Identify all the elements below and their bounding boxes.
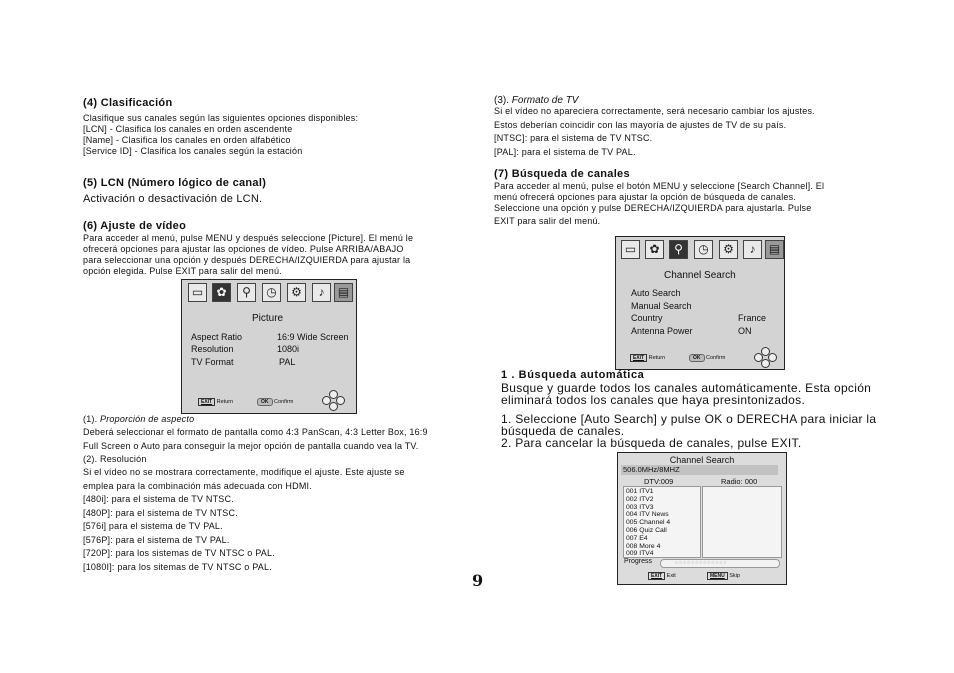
ok-key-icon: OK [257, 398, 273, 406]
menu-row-value: 16:9 Wide Screen [277, 332, 349, 342]
text-line: Si el vídeo no apareciera correctamente, será necesario cambiar los ajustes. [494, 106, 815, 116]
scan-title: Channel Search [669, 455, 735, 465]
list-item: 005 Channel 4 [626, 519, 671, 527]
section-7-body [494, 181, 824, 227]
text-line: Full Screen o Auto para conseguir la mejor opción de pantalla cuando vea la TV. [83, 440, 419, 451]
clock-icon: ◷ [262, 283, 281, 302]
channel-search-menu-screen [615, 236, 785, 370]
list-item: 004 ITV News [626, 511, 669, 519]
exit-key-icon: EXIT [630, 354, 647, 362]
text-line: ofrecerá opciones para ajustar las opciones de vídeo. Pulse ARRIBA/ABAJO [83, 244, 404, 254]
footer-label: Skip [729, 573, 740, 579]
menu-row-value: ON [738, 326, 752, 336]
sub-1-title [83, 413, 194, 427]
tv-icon: ▭ [621, 240, 640, 259]
game-icon: ♪ [743, 240, 762, 259]
footer-label: Confirm [274, 399, 294, 405]
text-line: 1. Seleccione [Auto Search] y pulse OK o DERECHA para iniciar la [501, 412, 877, 426]
text-line: [PAL]: para el sistema de TV PAL. [494, 146, 636, 157]
menu-icon-bar [616, 237, 784, 263]
list-item: 007 E4 [626, 534, 648, 542]
text-line: [576P]: para el sistema de TV PAL. [83, 534, 230, 545]
usb-icon: ▤ [765, 240, 784, 259]
text-line: Clasifique sus canales según las siguientes opciones disponibles: [83, 113, 359, 123]
text-line: Para acceder al menú, pulse el botón MENU y seleccione [Search Channel]. El [494, 181, 825, 191]
text-line: 2. Para cancelar la búsqueda de canales, pulse EXIT. [501, 436, 802, 450]
picture-menu-screen [181, 279, 357, 414]
sub-3-body [494, 105, 815, 159]
ok-key-icon: OK [689, 354, 705, 362]
exit-key-icon: EXIT [198, 398, 215, 406]
text-line: [576i] para el sistema de TV PAL. [83, 521, 223, 531]
sub-2-title: (2). Resolución [83, 454, 147, 464]
menu-row-label: Antenna Power [631, 326, 693, 336]
section-4-body [83, 113, 358, 157]
progress-label: Progress [624, 558, 653, 565]
scan-footer-exit [648, 572, 676, 580]
text-line: [720P]: para los sistemas de TV NTSC o PAL. [83, 548, 275, 558]
list-item: 002 ITV2 [626, 495, 654, 503]
film-reel-icon: ✿ [212, 283, 231, 302]
list-item: 006 Quiz Call [626, 526, 667, 534]
radio-count: Radio: 000 [721, 477, 758, 486]
usb-icon: ▤ [334, 283, 353, 302]
section-5-title: (5) LCN (Número lógico de canal) [83, 177, 267, 189]
menu-row-label: Aspect Ratio [191, 332, 243, 342]
sub-prefix: (1). [83, 414, 101, 424]
menu-row-label: Auto Search [631, 288, 681, 298]
gear-icon: ⚙ [287, 283, 306, 302]
dpad-icon [754, 347, 776, 367]
text-line: Estos deberían coincidir con las mayoría de ajustes de TV de su país. [494, 119, 787, 130]
text-line: [1080I]: para los sitemas de TV NTSC o PAL. [83, 561, 272, 572]
text-line: Si el vídeo no se mostrara correctamente, modifique el ajuste. Este ajuste se [83, 467, 405, 477]
sub-title: Proporción de aspecto [100, 414, 195, 424]
menu-title: Picture [252, 313, 284, 324]
text-line: Seleccione una opción y pulse DERECHA/IZQUIERDA para ajustarla. Pulse [494, 203, 812, 213]
sub-prefix: (3). [494, 95, 512, 106]
radio-channel-list [702, 486, 782, 558]
list-item: 003 ITV3 [626, 503, 654, 511]
exit-key-icon: EXIT [648, 572, 665, 580]
section-5-body: Activación o desactivación de LCN. [83, 193, 263, 205]
text-line: [Name] - Clasifica los canales en orden alfabético [83, 135, 291, 145]
section-4-title: (4) Clasificación [83, 97, 173, 109]
film-reel-icon: ✿ [645, 240, 664, 259]
text-line: emplea para la combinación más adecuada con HDMI. [83, 480, 312, 491]
sub-title: Formato de TV [511, 95, 579, 106]
clock-icon: ◷ [694, 240, 713, 259]
text-line: [LCN] - Clasifica los canales en orden ascendente [83, 124, 293, 134]
menu-footer-exit [630, 354, 665, 362]
list-item: 009 ITV4 [626, 550, 654, 558]
game-icon: ♪ [312, 283, 331, 302]
tv-channel-list [623, 486, 701, 558]
page-number: 9 [472, 571, 484, 590]
text-line: [Service ID] - Clasifica los canales según la estación [83, 146, 303, 156]
footer-label: Return [648, 355, 666, 361]
section-6-title: (6) Ajuste de vídeo [83, 220, 187, 232]
scan-footer-menu [707, 572, 740, 580]
footer-label: Exit [666, 573, 676, 579]
text-line: eliminará todos los canales que haya presintonizados. [501, 393, 806, 407]
auto-search-steps [501, 413, 876, 449]
menu-row-value: PAL [279, 357, 296, 367]
menu-row-value: 1080i [277, 344, 300, 354]
menu-row-label: Manual Search [631, 301, 692, 311]
text-line: [480i]: para el sistema de TV NTSC. [83, 494, 234, 504]
menu-row-value: France [738, 313, 767, 323]
text-line: para seleccionar una opción y después DERECHA/IZQUIERDA para ajustar la [83, 255, 411, 265]
text-line: Busque y guarde todos los canales automáticamente. Esta opción [501, 381, 872, 395]
section-7-title: (7) Búsqueda de canales [494, 168, 630, 180]
sub-1-body [83, 426, 428, 453]
text-line: Para acceder al menú, pulse MENU y después seleccione [Picture]. El menú le [83, 233, 414, 243]
dtv-count: DTV:009 [644, 477, 674, 486]
menu-row-label: TV Format [191, 357, 234, 367]
auto-search-title: 1 . Búsqueda automática [501, 369, 645, 381]
menu-footer-exit [198, 398, 233, 406]
sub-2-body [83, 466, 405, 574]
gear-icon: ⚙ [719, 240, 738, 259]
text-line: [NTSC]: para el sistema de TV NTSC. [494, 133, 653, 143]
dpad-icon [322, 390, 344, 410]
menu-key-icon: MENU [707, 572, 728, 580]
text-line: búsqueda de canales. [501, 424, 625, 438]
menu-row-label: Country [631, 313, 663, 323]
tv-icon: ▭ [188, 283, 207, 302]
text-line: menú ofrecerá opciones para ajustar la opción de búsqueda de canales. [494, 192, 796, 202]
search-icon: ⚲ [669, 240, 688, 259]
list-item: 008 More 4 [626, 542, 661, 550]
menu-title: Channel Search [664, 270, 736, 281]
menu-footer-ok [257, 398, 293, 406]
menu-icon-bar [182, 280, 356, 306]
text-line: [480P]: para el sistema de TV NTSC. [83, 507, 238, 518]
scan-frequency: 506.0MHz/8MHZ [621, 465, 778, 475]
footer-label: Return [216, 399, 234, 405]
section-6-body [83, 233, 413, 277]
search-icon: ⚲ [237, 283, 256, 302]
channel-scan-screen [617, 452, 787, 585]
footer-label: Confirm [706, 355, 726, 361]
text-line: EXIT para salir del menú. [494, 216, 601, 226]
menu-row-label: Resolution [191, 344, 234, 354]
menu-footer-ok [689, 354, 725, 362]
text-line: opción elegida. Pulse EXIT para salir del menú. [83, 266, 282, 276]
list-item: 001 ITV1 [626, 488, 654, 495]
auto-search-body [501, 382, 871, 406]
text-line: Deberá seleccionar el formato de pantalla como 4:3 PanScan, 4:3 Letter Box, 16:9 [83, 427, 428, 437]
progress-bar: ○○○○○○○○○○○○○ [660, 559, 780, 568]
